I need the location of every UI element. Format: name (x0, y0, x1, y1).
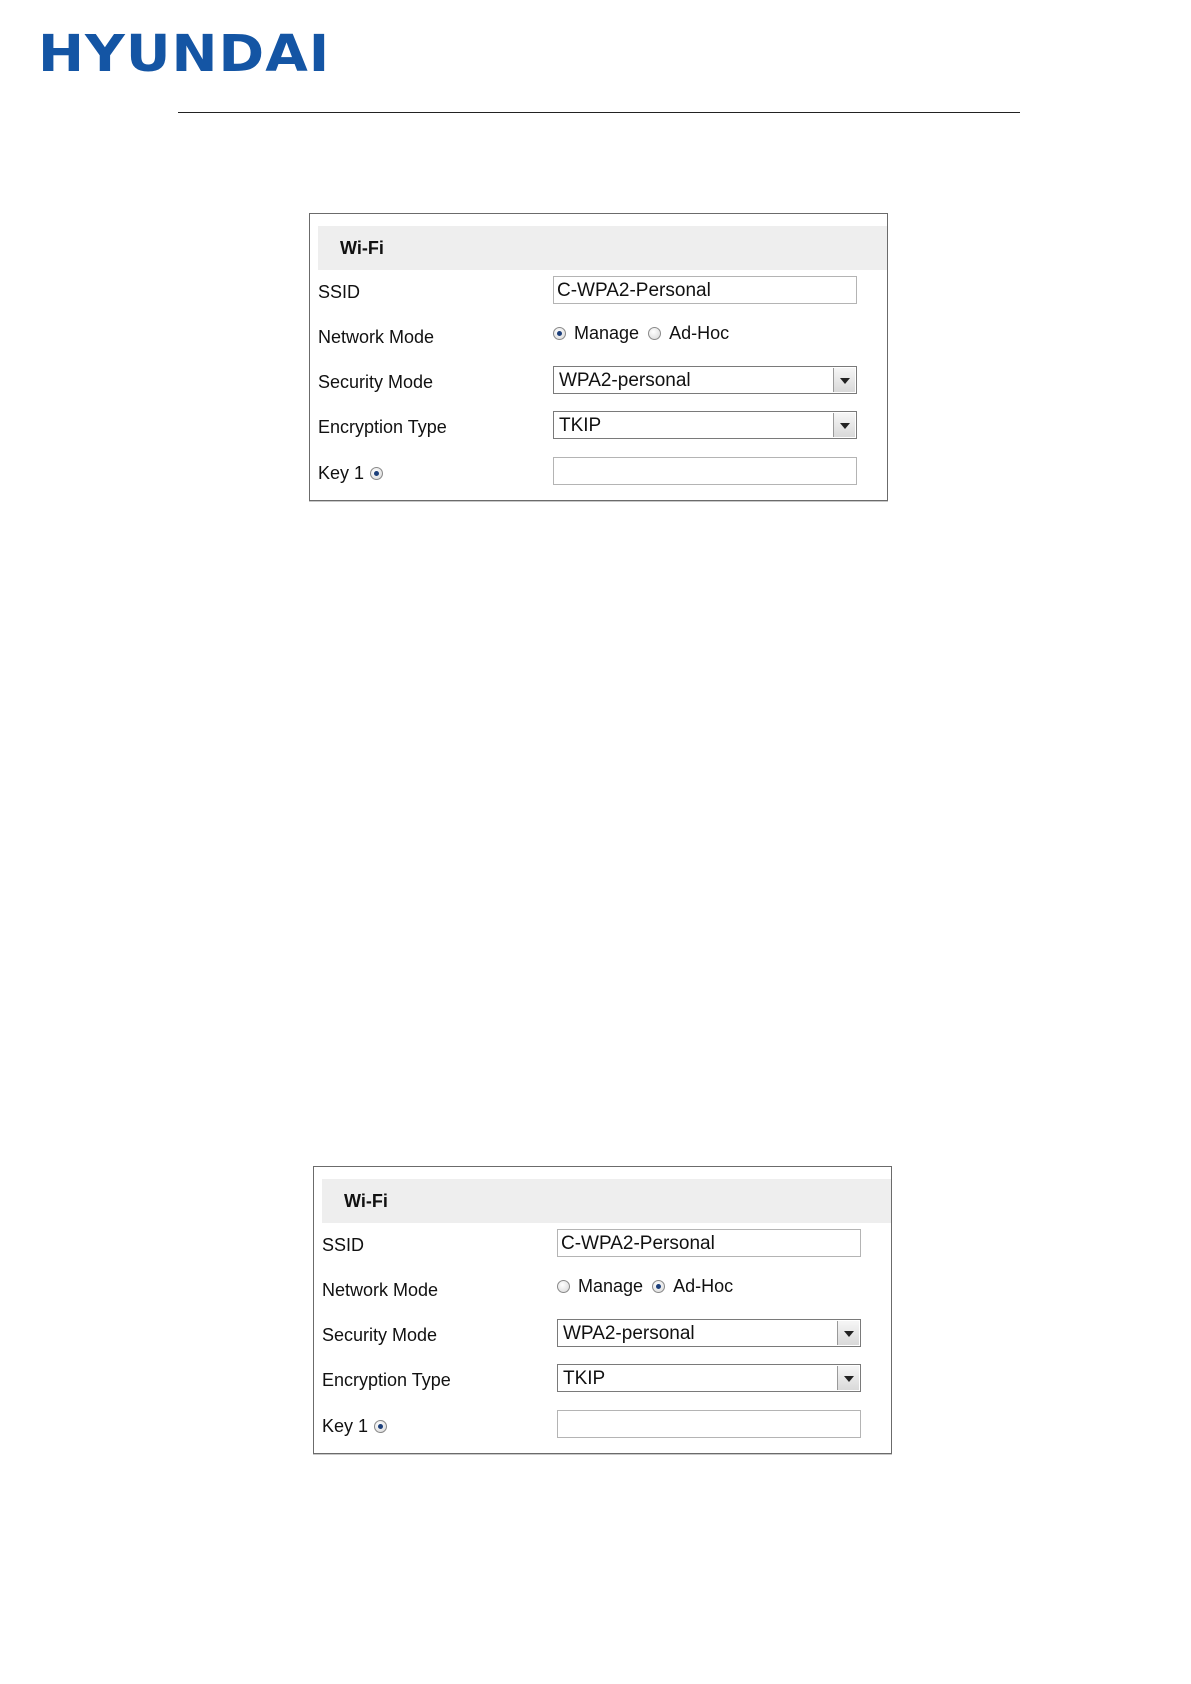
encryption-type-value: TKIP (563, 1368, 606, 1389)
security-mode-row (322, 1319, 891, 1349)
encryption-type-row (322, 1364, 891, 1394)
ssid-label: SSID (322, 1235, 365, 1255)
manage-option-label: Manage (578, 1276, 644, 1296)
wifi-panel-manage (309, 213, 888, 501)
manage-option-label: Manage (574, 323, 640, 343)
security-mode-label: Security Mode (318, 372, 434, 392)
key-row (322, 1410, 891, 1440)
encryption-type-row (318, 411, 887, 441)
key-radio[interactable] (374, 1420, 387, 1433)
manage-radio[interactable] (553, 327, 566, 340)
key-label-wrap (318, 463, 383, 484)
key-label: Key 1 (322, 1416, 369, 1436)
chevron-down-icon[interactable] (833, 413, 855, 437)
adhoc-radio[interactable] (648, 327, 661, 340)
encryption-type-select[interactable] (557, 1364, 861, 1392)
ssid-label: SSID (318, 282, 361, 302)
panel-header (322, 1179, 891, 1223)
encryption-type-value: TKIP (559, 415, 602, 436)
encryption-type-label: Encryption Type (322, 1370, 451, 1390)
key-label-wrap (322, 1416, 387, 1437)
encryption-type-select[interactable] (553, 411, 857, 439)
ssid-input[interactable]: C-WPA2-Personal (557, 1229, 861, 1257)
ssid-row (322, 1229, 891, 1259)
chevron-down-icon[interactable] (833, 368, 855, 392)
chevron-down-icon[interactable] (837, 1366, 859, 1390)
network-mode-radio-group (557, 1276, 737, 1297)
key-radio[interactable] (370, 467, 383, 480)
manage-radio[interactable] (557, 1280, 570, 1293)
adhoc-option-label: Ad-Hoc (673, 1276, 734, 1296)
wifi-panel-adhoc (313, 1166, 892, 1454)
chevron-down-icon[interactable] (837, 1321, 859, 1345)
key-input[interactable] (553, 457, 857, 485)
panel-title: Wi-Fi (344, 1191, 388, 1211)
network-mode-label: Network Mode (318, 327, 435, 347)
adhoc-radio[interactable] (652, 1280, 665, 1293)
header-divider (178, 112, 1020, 113)
ssid-input[interactable]: C-WPA2-Personal (553, 276, 857, 304)
security-mode-label: Security Mode (322, 1325, 438, 1345)
hyundai-logo: HYUNDAI (38, 24, 331, 84)
network-mode-radio-group (553, 323, 733, 344)
panel-header (318, 226, 887, 270)
panel-title: Wi-Fi (340, 238, 384, 258)
security-mode-value: WPA2-personal (563, 1323, 695, 1344)
network-mode-row (322, 1274, 891, 1304)
security-mode-select[interactable] (557, 1319, 861, 1347)
key-input[interactable] (557, 1410, 861, 1438)
adhoc-option-label: Ad-Hoc (669, 323, 730, 343)
ssid-row (318, 276, 887, 306)
security-mode-value: WPA2-personal (559, 370, 691, 391)
security-mode-select[interactable] (553, 366, 857, 394)
network-mode-label: Network Mode (322, 1280, 439, 1300)
network-mode-row (318, 321, 887, 351)
encryption-type-label: Encryption Type (318, 417, 447, 437)
key-label: Key 1 (318, 463, 365, 483)
key-row (318, 457, 887, 487)
security-mode-row (318, 366, 887, 396)
